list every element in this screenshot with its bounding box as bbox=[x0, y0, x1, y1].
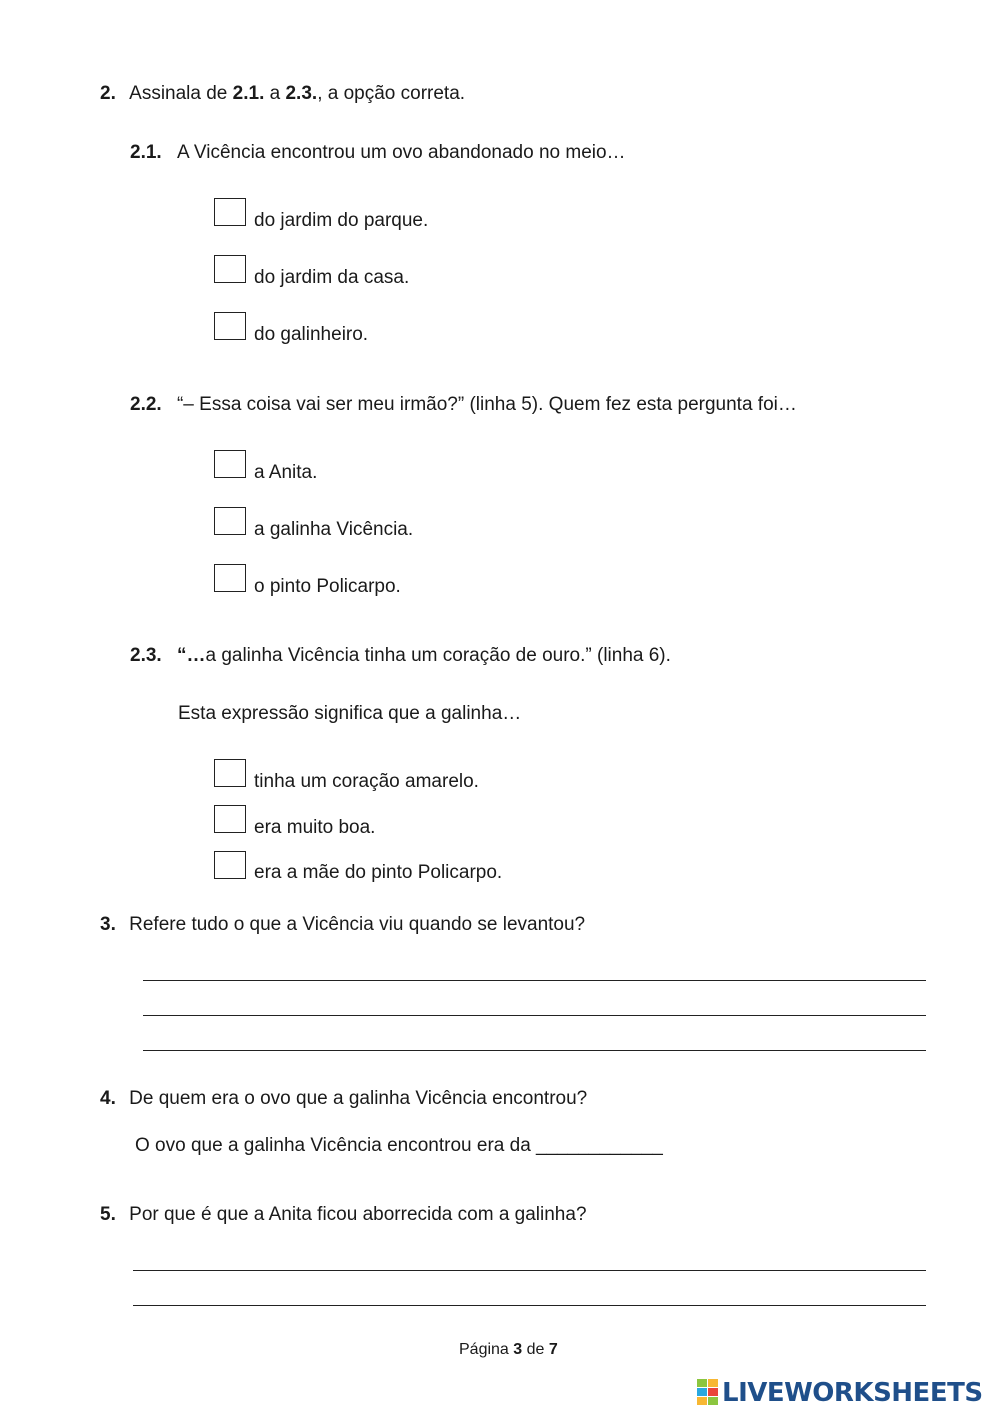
option-label: a galinha Vicência. bbox=[254, 519, 414, 540]
question-2-3 bbox=[130, 645, 671, 667]
question-text: De quem era o ovo que a galinha Vicência encontrou? bbox=[129, 1088, 588, 1109]
question-text-bold: 2.1. bbox=[232, 83, 265, 104]
question-text: Refere tudo o que a Vicência viu quando se levantou? bbox=[129, 914, 586, 935]
question-number: 2. bbox=[100, 83, 116, 104]
brand-name: LIVEWORKSHEETS bbox=[722, 1378, 983, 1408]
checkbox-2-3-a[interactable] bbox=[214, 759, 246, 787]
question-number: 2.1. bbox=[130, 142, 162, 163]
liveworksheets-logo-icon bbox=[697, 1379, 719, 1407]
option-label: era muito boa. bbox=[254, 817, 376, 838]
checkbox-2-1-a[interactable] bbox=[214, 198, 246, 226]
answer-line[interactable] bbox=[143, 1050, 926, 1051]
answer-line[interactable] bbox=[133, 1305, 926, 1306]
checkbox-2-1-b[interactable] bbox=[214, 255, 246, 283]
option-label: do jardim da casa. bbox=[254, 267, 410, 288]
checkbox-2-2-b[interactable] bbox=[214, 507, 246, 535]
answer-line[interactable] bbox=[143, 980, 926, 981]
page-sep: de bbox=[522, 1341, 549, 1358]
answer-line[interactable] bbox=[133, 1270, 926, 1271]
checkbox-2-2-a[interactable] bbox=[214, 450, 246, 478]
question-3 bbox=[100, 914, 585, 936]
question-text-bold: 2.3. bbox=[285, 83, 318, 104]
question-number: 2.3. bbox=[130, 645, 162, 666]
question-text: A Vicência encontrou um ovo abandonado no meio… bbox=[176, 142, 626, 163]
page-current: 3 bbox=[513, 1341, 523, 1358]
question-text: “– Essa coisa vai ser meu irmão?” (linha 5). Quem fez esta pergunta foi… bbox=[176, 394, 797, 415]
question-number: 4. bbox=[100, 1088, 116, 1109]
option-label: era a mãe do pinto Policarpo. bbox=[254, 862, 503, 883]
question-text: a galinha Vicência tinha um coração de ouro.” (linha 6). bbox=[205, 645, 671, 666]
checkbox-2-3-c[interactable] bbox=[214, 851, 246, 879]
question-text-bold: “… bbox=[176, 645, 206, 666]
question-2-2 bbox=[130, 394, 797, 416]
option-label: do galinheiro. bbox=[254, 324, 369, 345]
page-label: Página bbox=[459, 1341, 514, 1358]
checkbox-2-2-c[interactable] bbox=[214, 564, 246, 592]
checkbox-2-3-b[interactable] bbox=[214, 805, 246, 833]
page-total: 7 bbox=[548, 1341, 558, 1358]
question-text-part: , a opção correta. bbox=[317, 83, 466, 104]
question-2-1 bbox=[130, 142, 626, 164]
question-2 bbox=[100, 83, 465, 105]
question-text-part: Assinala de bbox=[129, 83, 233, 104]
answer-prompt[interactable]: O ovo que a galinha Vicência encontrou era da ____________ bbox=[135, 1135, 663, 1156]
question-text: Por que é que a Anita ficou aborrecida com a galinha? bbox=[129, 1204, 587, 1225]
liveworksheets-logo bbox=[697, 1378, 983, 1408]
question-number: 2.2. bbox=[130, 394, 162, 415]
question-text-part: a bbox=[264, 83, 286, 104]
question-4 bbox=[100, 1088, 587, 1110]
question-number: 5. bbox=[100, 1204, 116, 1225]
option-label: o pinto Policarpo. bbox=[254, 576, 401, 597]
option-label: a Anita. bbox=[254, 462, 318, 483]
question-number: 3. bbox=[100, 914, 116, 935]
question-5 bbox=[100, 1204, 587, 1226]
answer-line[interactable] bbox=[143, 1015, 926, 1016]
option-label: do jardim do parque. bbox=[254, 210, 429, 231]
option-label: tinha um coração amarelo. bbox=[254, 771, 479, 792]
question-subtext: Esta expressão significa que a galinha… bbox=[178, 703, 522, 724]
page-number bbox=[459, 1341, 558, 1359]
checkbox-2-1-c[interactable] bbox=[214, 312, 246, 340]
